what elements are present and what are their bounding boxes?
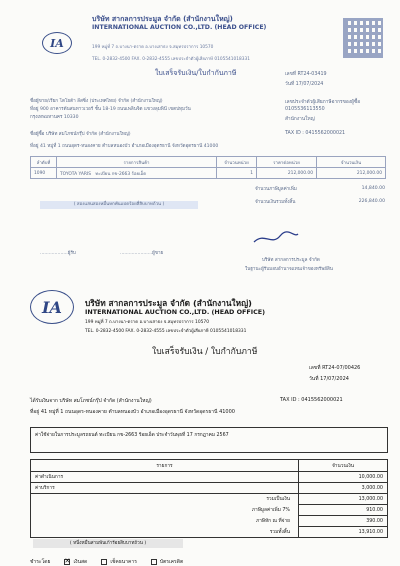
item-amount: 10,000.00	[299, 472, 388, 483]
company-logo: IA	[42, 32, 72, 54]
main-company-address: 199 หมู่ที่ 7 ถ.บางนา-ตราด อ.บางเสาธง จ.สมุทรปราการ 10570	[85, 320, 210, 325]
receipt-items-table	[30, 459, 388, 538]
item-amount: 3,000.00	[299, 483, 388, 494]
buyer-address: ที่อยู่ 41 หมู่ที่ 1 ถนนอุดร-หนองคาย ตำบลหนองบัว อำเภอเมืองอุดรธานี จังหวัดอุดรธานี 41000	[30, 144, 219, 149]
customer-tax-label: เลขประจำตัวผู้เสียภาษีอากรของผู้ซื้อ	[285, 100, 361, 105]
received-from: ได้รับเงินจาก บริษัท สมโภชน์กรุ๊ป จำกัด (สำนักงานใหญ่)	[30, 398, 152, 404]
table-row	[31, 483, 388, 494]
col-unit-price: ราคาต่อหน่วย	[257, 157, 317, 168]
row-amount: 212,000.00	[317, 168, 386, 179]
row-item	[57, 168, 217, 179]
payment-description: ค่าใช้จ่ายในการประมูลรถยนต์ ทะเบียน กข-2663 ร้อยเอ็ด ประจำวันพุธที่ 17 กรกฎาคม 2567	[30, 427, 388, 453]
total-row	[31, 505, 388, 516]
main-doc-number: เลขที่ RT24-07/00426	[309, 365, 361, 371]
total-amount: 13,910.00	[299, 527, 388, 538]
company-logo-main: IA	[30, 290, 74, 324]
row-no: 1090	[31, 168, 57, 179]
col-qty: จำนวนหน่วย	[217, 157, 257, 168]
table-header-row	[31, 157, 386, 168]
receiver-sign-label: ...................ผู้รับ	[40, 251, 76, 256]
total-label: ภาษีหัก ณ ที่จ่าย	[31, 516, 299, 527]
col-no: ลำดับที่	[31, 157, 57, 168]
company-name-en: INTERNATIONAL AUCTION CO.,LTD. (HEAD OFFICE)	[92, 24, 267, 31]
col-description: รายการ	[31, 460, 299, 472]
payment-option-card[interactable]	[151, 558, 183, 566]
col-amount: จำนวนเงิน	[299, 460, 388, 472]
total-label: รวมทั้งสิ้น	[31, 527, 299, 538]
main-company-name-en: INTERNATIONAL AUCTION CO.,LTD. (HEAD OFFICE)	[85, 308, 266, 316]
customer-address-1: ที่อยู่ 900 อาคารต้นสนทาวเวอร์ ชั้น 18-19 ถนนเพลินจิต แขวงลุมพินี เขตปทุมวัน	[30, 107, 191, 112]
main-tax-id: TAX ID : 0415562000021	[280, 397, 343, 403]
main-document-title: ใบเสร็จรับเงิน / ใบกำกับภาษี	[152, 347, 258, 357]
document-title: ใบเสร็จรับเงิน/ใบกำกับภาษี	[155, 69, 237, 77]
payment-option-label: บัตรเครดิต	[159, 559, 184, 565]
checkbox-icon[interactable]	[101, 559, 107, 565]
amount-in-words: ( สองแสนสองหมื่นหกพันแปดร้อยสี่สิบบาทถ้วน )	[40, 201, 198, 209]
payment-option-cash[interactable]	[64, 558, 87, 566]
item-label: ค่าดำเนินการ	[31, 472, 299, 483]
table-row	[31, 472, 388, 483]
total-amount: 390.00	[299, 516, 388, 527]
col-amount: จำนวนเงิน	[317, 157, 386, 168]
row-unit-price: 212,000.00	[257, 168, 317, 179]
total-row	[31, 527, 388, 538]
customer-branch: สำนักงานใหญ่	[285, 117, 315, 122]
customer-name: ชื่อผู้ขาย/เรียก โตโยต้า ลีสซิ่ง (ประเทศไทย) จำกัด (สำนักงานใหญ่)	[30, 99, 163, 104]
checkbox-checked-icon[interactable]	[64, 559, 70, 565]
table-row	[31, 168, 386, 179]
company-address: 199 หมู่ที่ 7 ถ.บางนา-ตราด อ.บางเสาธง จ.สมุทรปราการ 10570	[92, 45, 214, 50]
row-item-name: TOYOTA YARIS	[60, 171, 92, 177]
buyer-tax-id: TAX ID : 0415562000021	[285, 131, 346, 136]
customer-address-2: กรุงเทพมหานคร 10330	[30, 115, 79, 120]
vat-label: จำนวนภาษีมูลค่าเพิ่ม	[255, 187, 297, 192]
main-company-phone: TEL. 0-2832-4500 FAX. 0-2832-4555 เลขประจำตัวผู้เสียภาษี 0105541018331	[85, 329, 247, 334]
company-name-th: บริษัท สากลการประมูล จำกัด (สำนักงานใหญ่)	[92, 15, 233, 23]
payment-option-label: เช็คธนาคาร	[110, 559, 137, 565]
authorized-company: บริษัท สากลการประมูล จำกัด	[262, 258, 320, 263]
authorized-note: ในฐานะผู้รับมอบอำนาจแทนเจ้าของทรัพย์สิน	[245, 267, 333, 272]
payment-option-cheque[interactable]	[101, 558, 137, 566]
payment-method	[30, 558, 183, 566]
total-row	[31, 516, 388, 527]
total-label: ภาษีมูลค่าเพิ่ม 7%	[31, 505, 299, 516]
receiver-label: ผู้รับ	[67, 251, 76, 256]
qr-code-icon	[343, 18, 383, 58]
main-company-name-th: บริษัท สากลการประมูล จำกัด (สำนักงานใหญ่)	[85, 298, 252, 308]
main-address: ที่อยู่ 41 หมู่ที่ 1 ถนนอุดร-หนองคาย ตำบลหนองบัว อำเภอเมืองอุดรธานี จังหวัดอุดรธานี 41000	[30, 409, 235, 415]
total-label: รวมเป็นเงิน	[31, 494, 299, 505]
vat-value: 14,840.00	[361, 186, 385, 191]
grand-total-label: จำนวนเงินรวมทั้งสิ้น	[255, 200, 296, 205]
seller-sign-label: ......................ผู้ขาย	[120, 251, 164, 256]
item-label: ค่าบริการ	[31, 483, 299, 494]
main-doc-date: วันที่ 17/07/2024	[309, 376, 349, 382]
seller-label: ผู้ขาย	[152, 251, 164, 256]
items-table	[30, 156, 386, 179]
buyer-name: ชื่อผู้ซื้อ บริษัท สมโภชน์กรุ๊ป จำกัด (สำนักงานใหญ่)	[30, 132, 131, 137]
row-qty: 1	[217, 168, 257, 179]
total-row	[31, 494, 388, 505]
row-item-detail: ทะเบียน กข-2663 ร้อยเอ็ด	[95, 171, 147, 177]
doc-date: วันที่ 17/07/2024	[285, 82, 324, 87]
total-amount: 13,000.00	[299, 494, 388, 505]
signature-mark	[250, 228, 300, 248]
payment-option-label: เงินสด	[73, 559, 88, 565]
main-amount-in-words: ( หนึ่งหมื่นสามพันเก้าร้อยสิบบาทถ้วน )	[33, 539, 183, 548]
table-header-row	[31, 460, 388, 472]
doc-number: เลขที่ RT24-03419	[285, 72, 327, 77]
total-amount: 910.00	[299, 505, 388, 516]
grand-total-value: 226,840.00	[358, 199, 385, 204]
company-phone: TEL. 0-2832-4500 FAX. 0-2832-4555 เลขประจำตัวผู้เสียภาษี 0105541018331	[92, 57, 250, 62]
checkbox-icon[interactable]	[151, 559, 157, 565]
payment-prefix: ชำระโดย	[30, 559, 51, 565]
customer-tax-id: 0105536113550	[285, 107, 325, 112]
col-item: รายการสินค้า	[57, 157, 217, 168]
